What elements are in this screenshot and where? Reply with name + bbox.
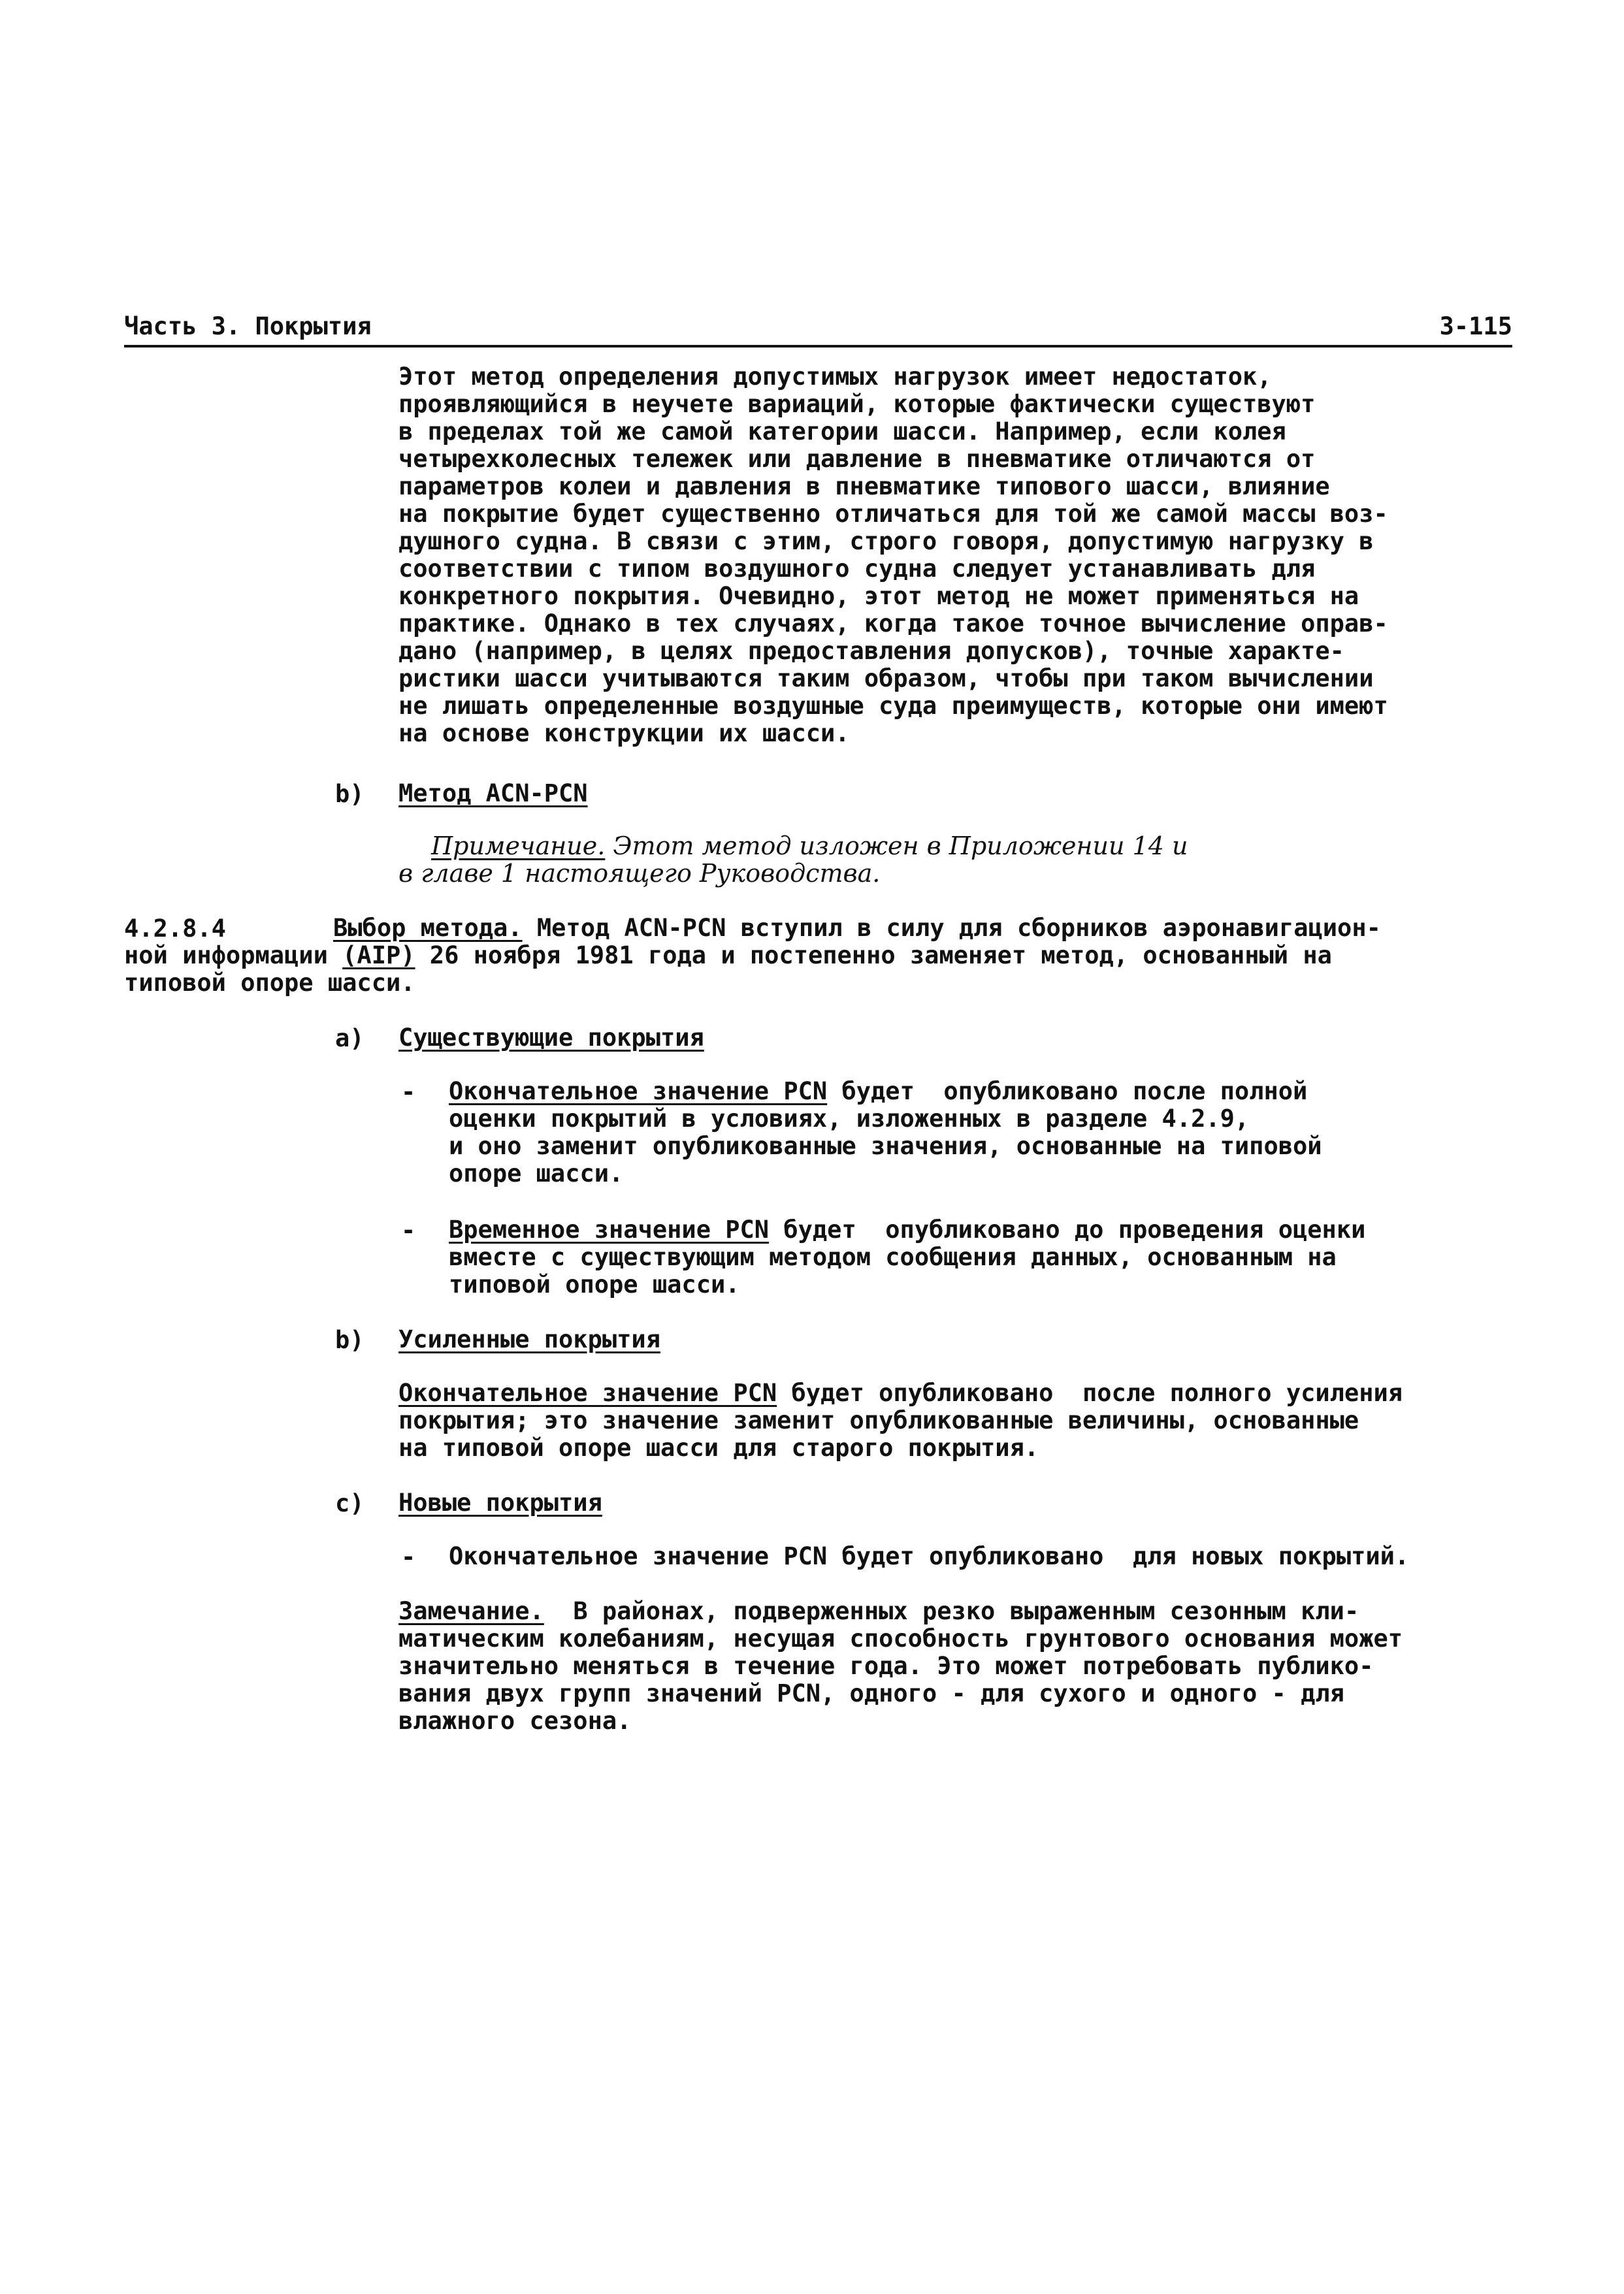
bullet-line: опоре шасси. [449,1159,624,1187]
item-b2-line-1 [398,1380,1403,1407]
paragraph-line: влажного сезона. [398,1707,632,1735]
section-line-2a: ной информации [124,941,343,969]
item-b2-lines [398,1407,1359,1462]
bullet-line: и оно заменит опубликованные значения, основанные на типовой [449,1132,1322,1160]
paragraph-line: не лишать определенные воздушные суда преимуществ, которые они имеют [398,692,1388,720]
paragraph-line: проявляющийся в неучете вариаций, которые фактически существуют [398,390,1316,418]
paragraph-line: матическим колебаниям, несущая способность грунтового основания может [398,1624,1403,1653]
item-c-text: Окончательное значение PCN будет опубликовано для новых покрытий. [449,1542,1410,1570]
bullet-1-lead: Окончательное значение PCN [449,1077,828,1105]
paragraph-line: параметров колеи и давления в пневматике типового шасси, влияние [398,472,1330,500]
paragraph-line: конкретного покрытия. Очевидно, этот метод не может применяться на [398,582,1359,610]
bullet-1-rest: будет опубликовано после полной [827,1077,1308,1105]
paragraph-line: дано (например, в целях предоставления допусков), точные характе- [398,637,1344,665]
bullet-dash: - [401,1216,416,1244]
section-line-1-text: Метод ACN-PCN вступил в силу для сборников аэронавигацион- [522,914,1381,942]
note-line-2: в главе 1 настоящего Руководства. [398,859,881,888]
header-section-title: Часть 3. Покрытия [124,312,372,340]
bullet-dash: - [401,1543,416,1571]
bullet-2-lead: Временное значение PCN [449,1216,770,1244]
bullet-1-lines [449,1105,1322,1187]
bullet-line: типовой опоре шасси. [449,1270,740,1299]
paragraph-line: соответствии с типом воздушного судна следует устанавливать для [398,555,1316,583]
aip-abbrev: (AIP) [342,941,415,969]
section-title: Выбор метода. [333,914,523,942]
item-b2-label: b) [335,1326,365,1354]
note-line-1 [431,832,1188,860]
paragraph-line: четырехколесных тележек или давление в пневматике отличаются от [398,445,1316,473]
item-b2-lead: Окончательное значение PCN [398,1379,777,1407]
section-line-2c: 26 ноября 1981 года и постепенно заменяет метод, основанный на [415,941,1332,969]
paragraph-line: Этот метод определения допустимых нагрузок имеет недостаток, [398,363,1272,391]
paragraph-line: душного судна. В связи с этим, строго говоря, допустимую нагрузку в [398,527,1374,555]
paragraph-line: на основе конструкции их шасси. [398,719,850,747]
item-b2-title: Усиленные покрытия [398,1325,660,1353]
paragraph-line: вания двух групп значений PCN, одного - для сухого и одного - для [398,1679,1344,1707]
paragraph-line: ристики шасси учитываются таким образом, чтобы при таком вычислении [398,664,1374,692]
section-line-3: типовой опоре шасси. [124,969,415,997]
paragraph-line: покрытия; это значение заменит опубликованные величины, основанные [398,1406,1359,1434]
bullet-dash: - [401,1078,416,1106]
header-page-number: 3-115 [1439,312,1512,340]
remark-line-1 [398,1598,1359,1625]
intro-paragraph [398,363,1388,747]
paragraph-line: практике. Однако в тех случаях, когда такое точное вычисление оправ- [398,609,1388,638]
paragraph-line: в пределах той же самой категории шасси. Например, если колея [398,417,1286,445]
remark-label: Замечание. [398,1597,544,1625]
item-a-label: a) [335,1024,365,1052]
note-label: Примечание. [431,832,606,860]
section-line-2 [124,942,1332,969]
paragraph-line: на покрытие будет существенно отличаться для той же самой массы воз- [398,500,1388,528]
item-b2-rest: будет опубликовано после полного усиления [777,1379,1403,1407]
section-number: 4.2.8.4 [124,914,226,943]
note-text-1: Этот метод изложен в Приложении 14 и [605,832,1188,860]
bullet-1-line-1 [449,1078,1307,1105]
item-a-title: Существующие покрытия [398,1024,704,1052]
item-c-title: Новые покрытия [398,1489,602,1517]
remark-line-1-text: В районах, подверженных резко выраженным сезонным кли- [544,1597,1359,1625]
bullet-line: вместе с существующим методом сообщения данных, основанным на [449,1243,1337,1271]
bullet-2-lines [449,1244,1337,1299]
bullet-line: оценки покрытий в условиях, изложенных в разделе 4.2.9, [449,1105,1250,1133]
section-line-1 [333,914,1381,942]
paragraph-line: значительно меняться в течение года. Это может потребовать публико- [398,1652,1374,1680]
bullet-2-line-1 [449,1216,1365,1244]
page-header [124,312,1512,347]
item-b-label: b) [335,780,365,808]
remark-lines [398,1625,1403,1735]
bullet-2-rest: будет опубликовано до проведения оценки [769,1216,1366,1244]
item-c-label: c) [335,1489,365,1517]
paragraph-line: на типовой опоре шасси для старого покрытия. [398,1434,1039,1462]
item-b-title: Метод ACN-PCN [398,779,588,807]
